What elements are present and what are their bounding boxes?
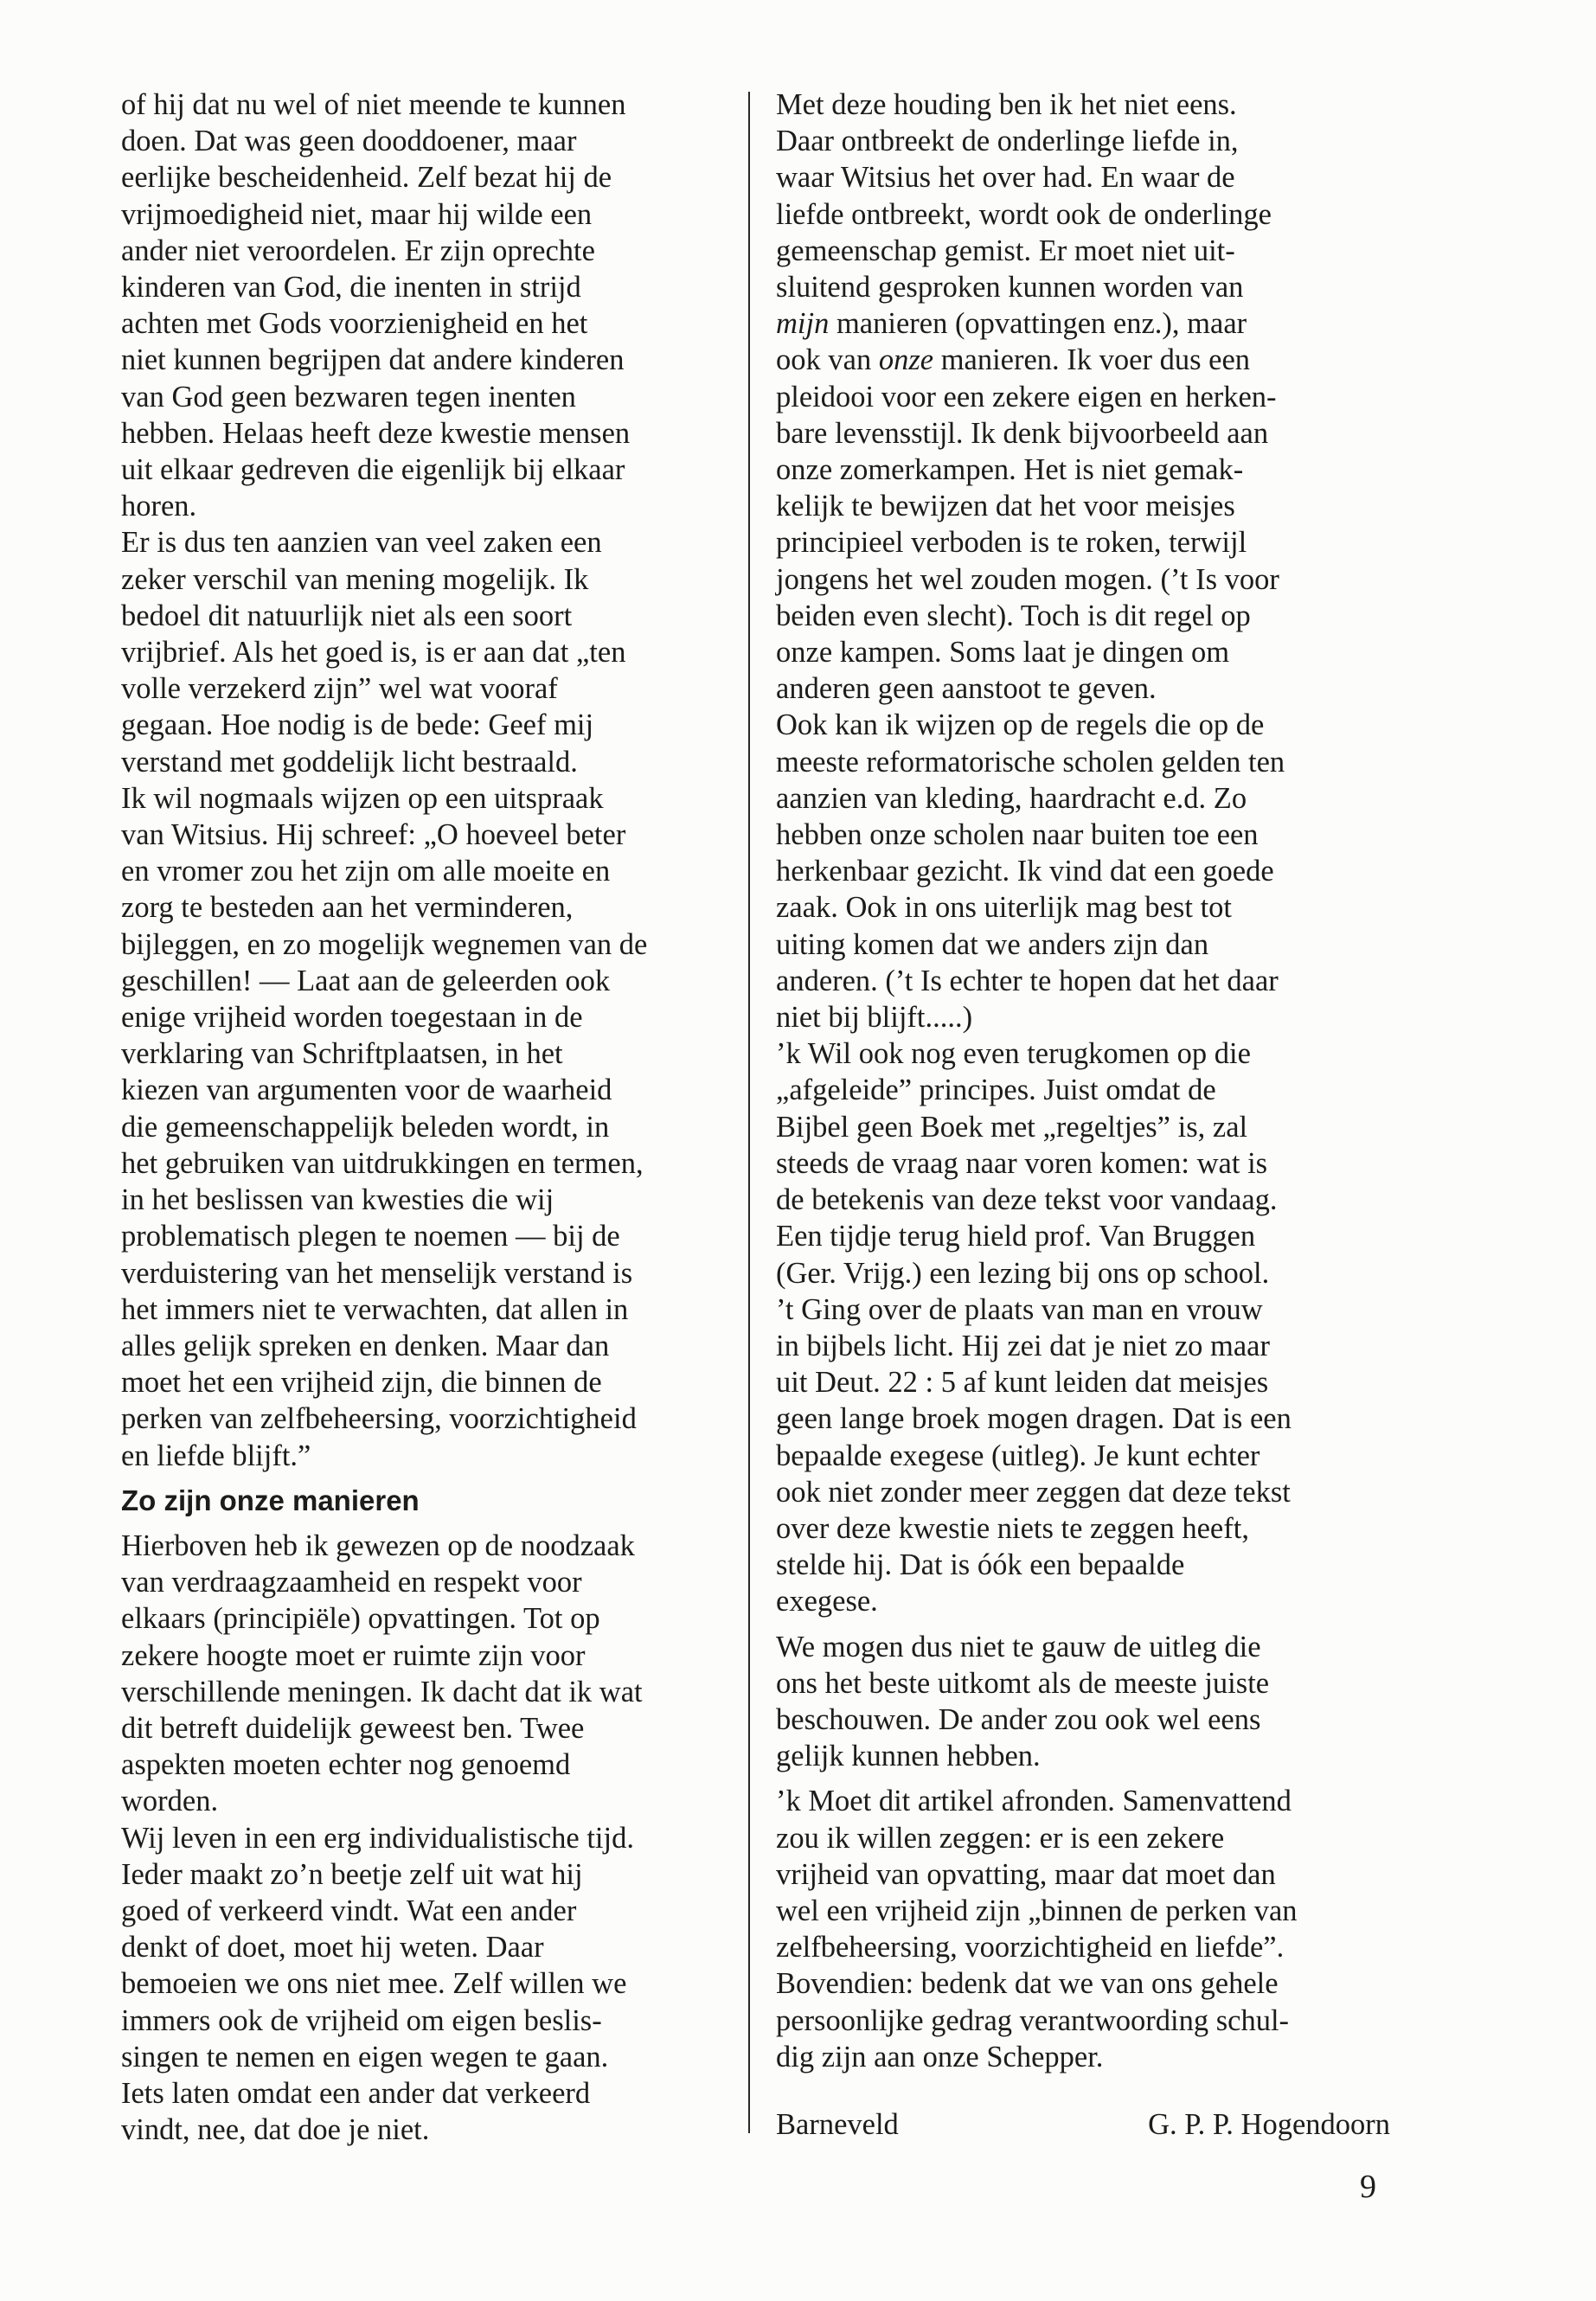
text-line: Iets laten omdat een ander dat verkeerd [121, 2076, 591, 2110]
text-line: exegese. [776, 1585, 878, 1618]
text-line: zelfbeheersing, voorzichtigheid en liefde”. [776, 1931, 1285, 1965]
text-line: Ieder maakt zo’n beetje zelf uit wat hij [121, 1857, 583, 1891]
text-line: zekere hoogte moet er ruimte zijn voor [121, 1638, 586, 1672]
text-line: moet het een vrijheid zijn, die binnen de [121, 1366, 602, 1400]
text-line: zorg te besteden aan het verminderen, [121, 891, 574, 925]
text-line: Wij leven in een erg individualistische tijd. [121, 1821, 634, 1855]
text-line: (Ger. Vrijg.) een lezing bij ons op school. [776, 1256, 1270, 1290]
text-line: gelijk kunnen hebben. [776, 1740, 1041, 1773]
text-line: kelijk te bewijzen dat het voor meisjes [776, 490, 1235, 523]
text-line: persoonlijke gedrag verantwoording schul- [776, 2003, 1290, 2037]
text-line: anderen geen aanstoot te geven. [776, 672, 1157, 706]
text-line: de betekenis van deze tekst voor vandaag. [776, 1183, 1278, 1217]
right-para-3 [776, 1035, 1390, 1619]
text-line: zaak. Ook in ons uiterlijk mag best tot [776, 891, 1232, 925]
page-number: 9 [1360, 2169, 1376, 2205]
text-line: goed of verkeerd vindt. Wat een ander [121, 1894, 577, 1927]
text-line: waar Witsius het over had. En waar de [776, 161, 1235, 195]
text-line: ’k Moet dit artikel afronden. Samenvattend [776, 1785, 1292, 1818]
text-line: „afgeleide” principes. Juist omdat de [776, 1074, 1216, 1107]
text-line: dit betreft duidelijk geweest ben. Twee [121, 1711, 585, 1745]
text-line: Met deze houding ben ik het niet eens. [776, 88, 1237, 121]
text-line: kinderen van God, die inenten in strijd [121, 271, 581, 304]
right-column [776, 87, 1390, 2143]
text-line: verduistering van het menselijk verstand is [121, 1256, 633, 1290]
text-line: gemeenschap gemist. Er moet niet uit- [776, 234, 1235, 267]
text-line: bedoel dit natuurlijk niet als een soort [121, 599, 573, 632]
text-line: ’k Wil ook nog even terugkomen op die [776, 1037, 1251, 1071]
text-line: vindt, nee, dat doe je niet. [121, 2113, 430, 2147]
text-line: Bovendien: bedenk dat we van ons gehele [776, 1967, 1279, 2001]
text-line: steeds de vraag naar voren komen: wat is [776, 1146, 1268, 1180]
text-line: ’t Ging over de plaats van man en vrouw [776, 1292, 1263, 1326]
text-line: stelde hij. Dat is óók een bepaalde [776, 1548, 1185, 1582]
text-line: geen lange broek mogen dragen. Dat is een [776, 1402, 1292, 1436]
text-line: perken van zelfbeheersing, voorzichtigheid [121, 1402, 637, 1436]
text-line: mijn manieren (opvattingen enz.), maar [776, 307, 1247, 341]
text-line: dig zijn aan onze Schepper. [776, 2040, 1104, 2073]
text-line: ook van onze manieren. Ik voer dus een [776, 343, 1251, 377]
text-line: over deze kwestie niets te zeggen heeft, [776, 1511, 1249, 1545]
text-line: van God geen bezwaren tegen inenten [121, 380, 576, 413]
text-line: immers ook de vrijheid om eigen beslis- [121, 2003, 602, 2037]
text-line: meeste reformatorische scholen gelden ten [776, 745, 1285, 779]
left-para-4 [121, 1528, 744, 1820]
text-line: vrijmoedigheid niet, maar hij wilde een [121, 197, 593, 231]
signature [776, 2106, 1390, 2143]
text-line: van verdraagzaamheid en respekt voor [121, 1566, 582, 1599]
text-line: bemoeien we ons niet mee. Zelf willen we [121, 1967, 627, 2001]
text-line: ons het beste uitkomt als de meeste juiste [776, 1666, 1270, 1700]
text-line: eerlijke bescheidenheid. Zelf bezat hij de [121, 161, 612, 195]
text-line: anderen. (’t Is echter te hopen dat het daar [776, 964, 1279, 997]
right-para-1 [776, 87, 1390, 707]
text-line: zou ik willen zeggen: er is een zekere [776, 1821, 1225, 1855]
text-line: Een tijdje terug hield prof. Van Bruggen [776, 1220, 1256, 1253]
text-line: hebben onze scholen naar buiten toe een [776, 818, 1259, 852]
signature-place: Barneveld [776, 2107, 899, 2141]
text-line: niet bij blijft.....) [776, 1001, 973, 1035]
text-line: Ook kan ik wijzen op de regels die op de [776, 708, 1265, 742]
text-line: herkenbaar gezicht. Ik vind dat een goede [776, 855, 1274, 888]
text-line: elkaars (principiële) opvattingen. Tot op [121, 1602, 600, 1636]
text-line: het immers niet te verwachten, dat allen in [121, 1292, 629, 1326]
text-line: alles gelijk spreken en denken. Maar dan [121, 1329, 610, 1362]
text-line: singen te nemen en eigen wegen te gaan. [121, 2040, 609, 2073]
right-para-4 [776, 1629, 1390, 1775]
text-line: of hij dat nu wel of niet meende te kunnen [121, 88, 626, 121]
text-line: het gebruiken van uitdrukkingen en termen, [121, 1146, 644, 1180]
text-line: uiting komen dat we anders zijn dan [776, 927, 1209, 961]
text-line: wel een vrijheid zijn „binnen de perken van [776, 1894, 1298, 1927]
text-line: in bijbels licht. Hij zei dat je niet zo maar [776, 1329, 1270, 1362]
text-line: zeker verschil van mening mogelijk. Ik [121, 562, 589, 596]
section-heading: Zo zijn onze manieren [121, 1484, 420, 1516]
text-line: worden. [121, 1785, 219, 1818]
text-line: principieel verboden is te roken, terwijl [776, 526, 1247, 560]
text-line: beschouwen. De ander zou ook wel eens [776, 1702, 1261, 1736]
text-line: verstand met goddelijk licht bestraald. [121, 745, 578, 779]
left-para-3 [121, 780, 744, 1474]
left-para-5 [121, 1820, 744, 2149]
right-para-2 [776, 707, 1390, 1035]
text-line: pleidooi voor een zekere eigen en herken- [776, 380, 1277, 413]
text-line: verschillende meningen. Ik dacht dat ik wat [121, 1675, 643, 1708]
text-line: vrijbrief. Als het goed is, is er aan dat „ten [121, 636, 626, 670]
text-line: Ik wil nogmaals wijzen op een uitspraak [121, 781, 604, 815]
text-line: doen. Dat was geen dooddoener, maar [121, 125, 577, 158]
text-line: uit elkaar gedreven die eigenlijk bij elkaar [121, 453, 625, 487]
text-line: geschillen! — Laat aan de geleerden ook [121, 964, 611, 997]
left-column [121, 87, 744, 2148]
text-line: verklaring van Schriftplaatsen, in het [121, 1037, 563, 1071]
text-line: en vromer zou het zijn om alle moeite en [121, 855, 611, 888]
text-line: jongens het wel zouden mogen. (’t Is voor [776, 562, 1279, 596]
text-line: niet kunnen begrijpen dat andere kinderen [121, 343, 625, 377]
text-line: liefde ontbreekt, wordt ook de onderlinge [776, 197, 1272, 231]
text-line: in het beslissen van kwesties die wij [121, 1183, 554, 1217]
text-line: die gemeenschappelijk beleden wordt, in [121, 1110, 610, 1144]
text-line: onze zomerkampen. Het is niet gemak- [776, 453, 1244, 487]
text-line: ook niet zonder meer zeggen dat deze tekst [776, 1475, 1291, 1509]
text-line: uit Deut. 22 : 5 af kunt leiden dat meisjes [776, 1366, 1269, 1400]
left-para-2 [121, 524, 744, 779]
left-para-1 [121, 87, 744, 524]
text-line: bare levensstijl. Ik denk bijvoorbeeld aan [776, 416, 1269, 450]
text-line: aanzien van kleding, haardracht e.d. Zo [776, 781, 1247, 815]
text-line: ander niet veroordelen. Er zijn oprechte [121, 234, 595, 267]
text-line: horen. [121, 490, 197, 523]
text-line: We mogen dus niet te gauw de uitleg die [776, 1630, 1261, 1663]
text-line: volle verzekerd zijn” wel wat vooraf [121, 672, 558, 706]
text-line: gegaan. Hoe nodig is de bede: Geef mij [121, 708, 594, 742]
text-line: problematisch plegen te noemen — bij de [121, 1220, 620, 1253]
text-line: achten met Gods voorzienigheid en het [121, 307, 588, 341]
column-divider [748, 92, 750, 2133]
text-line: vrijheid van opvatting, maar dat moet dan [776, 1857, 1276, 1891]
text-line: van Witsius. Hij schreef: „O hoeveel beter [121, 818, 626, 852]
text-line: bepaalde exegese (uitleg). Je kunt echter [776, 1439, 1260, 1472]
signature-author: G. P. P. Hogendoorn [1148, 2107, 1390, 2141]
right-para-5 [776, 1783, 1390, 2075]
text-line: beiden even slecht). Toch is dit regel op [776, 599, 1251, 632]
text-line: enige vrijheid worden toegestaan in de [121, 1001, 583, 1035]
text-line: en liefde blijft.” [121, 1439, 311, 1472]
text-line: Bijbel geen Boek met „regeltjes” is, zal [776, 1110, 1248, 1144]
text-line: sluitend gesproken kunnen worden van [776, 271, 1244, 304]
text-line: kiezen van argumenten voor de waarheid [121, 1074, 612, 1107]
text-line: Daar ontbreekt de onderlinge liefde in, [776, 125, 1239, 158]
text-line: hebben. Helaas heeft deze kwestie mensen [121, 416, 631, 450]
text-line: denkt of doet, moet hij weten. Daar [121, 1931, 544, 1965]
text-line: aspekten moeten echter nog genoemd [121, 1748, 571, 1782]
text-line: Hierboven heb ik gewezen op de noodzaak [121, 1529, 635, 1562]
text-line: bijleggen, en zo mogelijk wegnemen van de [121, 927, 648, 961]
text-line: Er is dus ten aanzien van veel zaken een [121, 526, 602, 560]
text-line: onze kampen. Soms laat je dingen om [776, 636, 1230, 670]
